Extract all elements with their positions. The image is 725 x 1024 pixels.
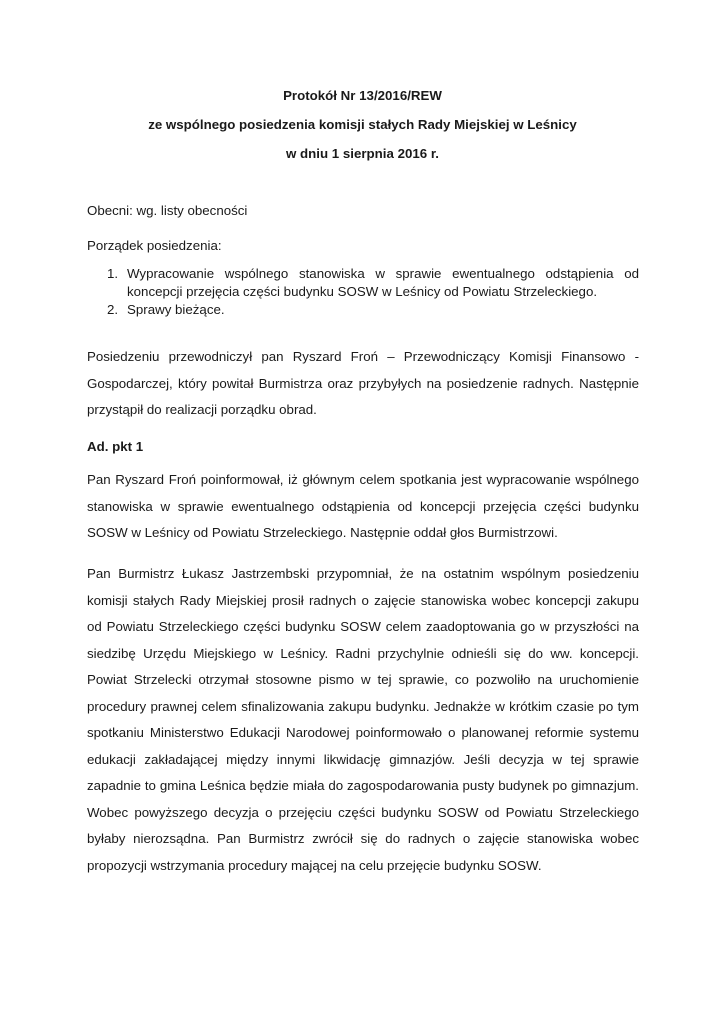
agenda-item [87, 301, 639, 319]
agenda-item-text: Wypracowanie wspólnego stanowiska w sprawie ewentualnego odstąpienia od koncepcji przejęcia części budynku SOSW w Leśnicy od Powiatu Strzeleckiego. [127, 266, 639, 299]
attendance-line: Obecni: wg. listy obecności [87, 203, 248, 218]
agenda-item-number: 2. [107, 302, 119, 317]
section-heading: Ad. pkt 1 [87, 439, 144, 454]
agenda-item-number: 1. [107, 266, 119, 281]
agenda-item [87, 265, 639, 301]
opening-paragraph: Posiedzeniu przewodniczył pan Ryszard Froń – Przewodniczący Komisji Finansowo -Gospodarczej, który powitał Burmistrza oraz przybyłych na posiedzenie radnych. Następnie przystąpił do realizacji porządku obrad. [87, 349, 639, 417]
document-subtitle: ze wspólnego posiedzenia komisji stałych Rady Miejskiej w Leśnicy [148, 117, 577, 132]
agenda-heading: Porządek posiedzenia: [87, 238, 222, 253]
agenda-item-text: Sprawy bieżące. [127, 302, 225, 317]
document-title: Protokół Nr 13/2016/REW [283, 88, 442, 103]
agenda-list [87, 265, 639, 319]
fron-paragraph: Pan Ryszard Froń poinformował, iż głównym celem spotkania jest wypracowanie wspólnego stanowiska w sprawie ewentualnego odstąpienia od koncepcji przejęcia części budynku SOSW w Leśnicy od Powiatu Strzeleckiego. Następnie oddał głos Burmistrzowi. [87, 472, 639, 540]
burmistrz-paragraph: Pan Burmistrz Łukasz Jastrzembski przypomniał, że na ostatnim wspólnym posiedzeniu komisji stałych Rady Miejskiej prosił radnych o zajęcie stanowiska wobec koncepcji zakupu od Powiatu Strzeleckiego części budynku SOSW celem zaadoptowania go w przyszłości na siedzibę Urzędu Miejskiego w Leśnicy. Radni przychylnie odnieśli się do ww. koncepcji. Powiat Strzelecki otrzymał stosowne pismo w tej sprawie, co pozwoliło na uruchomienie procedury prawnej celem sfinalizowania zakupu budynku. Jednakże w krótkim czasie po tym spotkaniu Ministerstwo Edukacji Narodowej poinformowało o planowanej reformie systemu edukacji zakładającej między innymi likwidację gimnazjów. Jeśli decyzja w tej sprawie zapadnie to gmina Leśnica będzie miała do zagospodarowania pusty budynek po gimnazjum. Wobec powyższego decyzja o przejęciu części budynku SOSW od Powiatu Strzeleckiego byłaby nierozsądna. Pan Burmistrz zwrócił się do radnych o zajęcie stanowiska wobec propozycji wstrzymania procedury mającej na celu przejęcie budynku SOSW. [87, 566, 639, 873]
document-date: w dniu 1 sierpnia 2016 r. [286, 146, 439, 161]
